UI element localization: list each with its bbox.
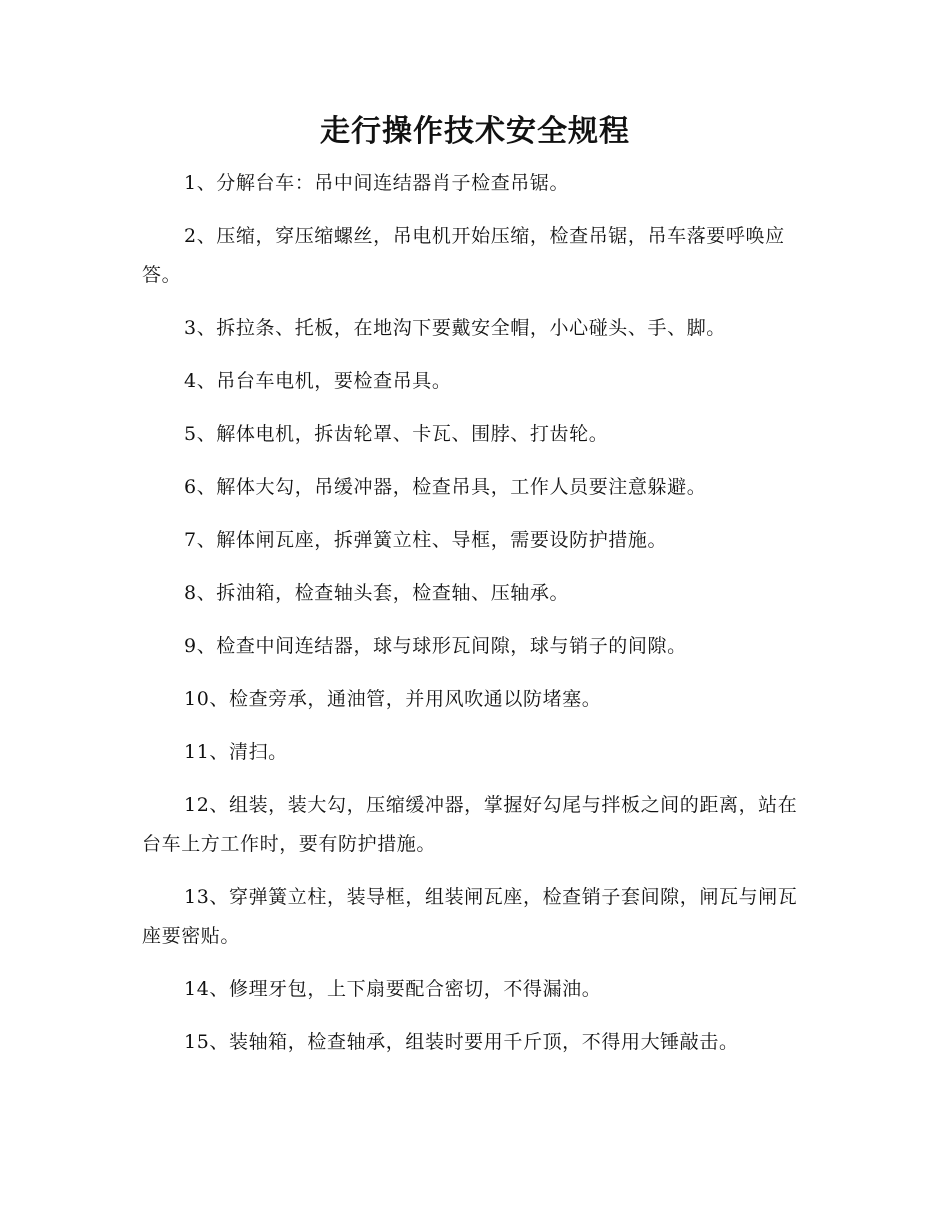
procedure-item: 15、装轴箱，检查轴承，组装时要用千斤顶，不得用大锤敲击。: [184, 1031, 739, 1053]
procedure-item: 14、修理牙包，上下扇要配合密切，不得漏油。: [184, 978, 602, 1000]
procedure-item: 13、穿弹簧立柱，装导框，组装闸瓦座，检查销子套间隙，闸瓦与闸瓦座要密贴。: [142, 886, 798, 947]
document-title: 走行操作技术安全规程: [320, 114, 630, 149]
procedure-item: 5、解体电机，拆齿轮罩、卡瓦、围脖、打齿轮。: [184, 423, 609, 445]
procedure-item: 12、组装，装大勾，压缩缓冲器，掌握好勾尾与拌板之间的距离，站在台车上方工作时，要有防护措施。: [142, 794, 798, 855]
procedure-item: 10、检查旁承，通油管，并用风吹通以防堵塞。: [184, 688, 602, 710]
procedure-item: 7、解体闸瓦座，拆弹簧立柱、导框，需要设防护措施。: [184, 529, 668, 551]
procedure-item: 4、吊台车电机，要检查吊具。: [184, 370, 452, 392]
procedure-item: 1、分解台车：吊中间连结器肖子检查吊锯。: [184, 172, 570, 194]
procedure-list: [142, 164, 810, 1076]
procedure-item: 8、拆油箱，检查轴头套，检查轴、压轴承。: [184, 582, 570, 604]
procedure-item: 11、清扫。: [184, 741, 288, 763]
procedure-item: 2、压缩，穿压缩螺丝，吊电机开始压缩，检查吊锯，吊车落要呼唤应答。: [142, 225, 785, 286]
procedure-item: 9、检查中间连结器，球与球形瓦间隙，球与销子的间隙。: [184, 635, 687, 657]
procedure-item: 3、拆拉条、托板，在地沟下要戴安全帽，小心碰头、手、脚。: [184, 317, 726, 339]
procedure-item: 6、解体大勾，吊缓冲器，检查吊具，工作人员要注意躲避。: [184, 476, 707, 498]
